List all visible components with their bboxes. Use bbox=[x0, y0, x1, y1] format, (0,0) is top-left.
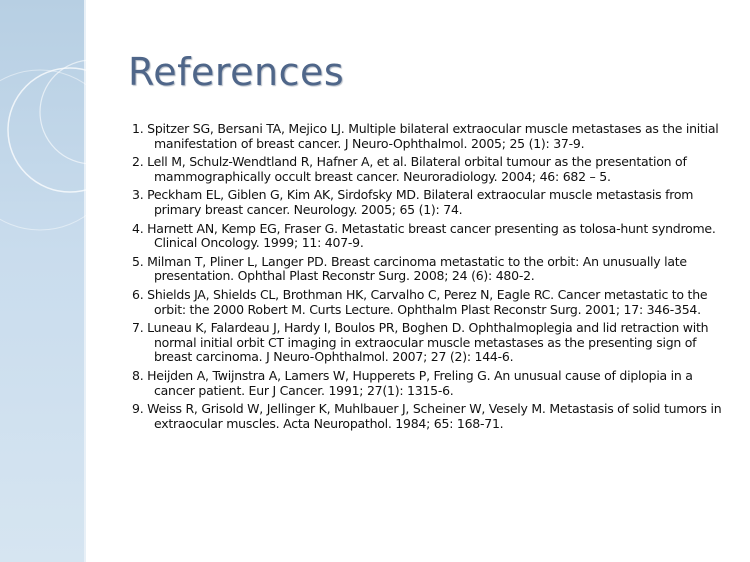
reference-item: 9. Weiss R, Grisold W, Jellinger K, Muhlbauer J, Scheiner W, Vesely M. Metastasis of solid tumors in extraocular muscles. Acta Neuropathol. 1984; 65: 168-71. bbox=[132, 401, 722, 431]
reference-list bbox=[132, 122, 732, 435]
reference-item: 6. Shields JA, Shields CL, Brothman HK, Carvalho C, Perez N, Eagle RC. Cancer metastatic to the orbit: the 2000 Robert M. Curts Lecture. Ophthalm Plast Reconstr Surg. 2001; 17: 346-354. bbox=[132, 286, 708, 317]
reference-item: 1. Spitzer SG, Bersani TA, Mejico LJ. Multiple bilateral extraocular muscle metastases as the initial manifestation of breast cancer. J Neuro-Ophthalmol. 2005; 25 (1): 37-9. bbox=[132, 121, 719, 151]
reference-item: 2. Lell M, Schulz-Wendtland R, Hafner A, et al. Bilateral orbital tumour as the presentation of mammographically occult breast cancer. Neuroradiology. 2004; 46: 682 – 5. bbox=[132, 154, 687, 184]
reference-item: 8. Heijden A, Twijnstra A, Lamers W, Hupperets P, Freling G. An unusual cause of diplopia in a cancer patient. Eur J Cancer. 1991; 27(1): 1315-6. bbox=[132, 367, 693, 398]
reference-item: 7. Luneau K, Falardeau J, Hardy I, Boulos PR, Boghen D. Ophthalmoplegia and lid retraction with normal initial orbit CT imaging in extraocular muscle metastases as the presenting sign of breast carcinoma. J Neuro-Ophthalmol. 2007; 27 (2): 144-6. bbox=[132, 320, 709, 365]
reference-item: 5. Milman T, Pliner L, Langer PD. Breast carcinoma metastatic to the orbit: An unusually late presentation. Ophthal Plast Reconstr Surg. 2008; 24 (6): 480-2. bbox=[132, 253, 687, 284]
reference-item: 4. Harnett AN, Kemp EG, Fraser G. Metastatic breast cancer presenting as tolosa-hunt syndrome. Clinical Oncology. 1999; 11: 407-9. bbox=[132, 220, 716, 251]
reference-item: 3. Peckham EL, Giblen G, Kim AK, Sirdofsky MD. Bilateral extraocular muscle metastasis from primary breast cancer. Neurology. 2005; 65 (1): 74. bbox=[132, 187, 694, 217]
slide-title: References bbox=[128, 50, 345, 94]
